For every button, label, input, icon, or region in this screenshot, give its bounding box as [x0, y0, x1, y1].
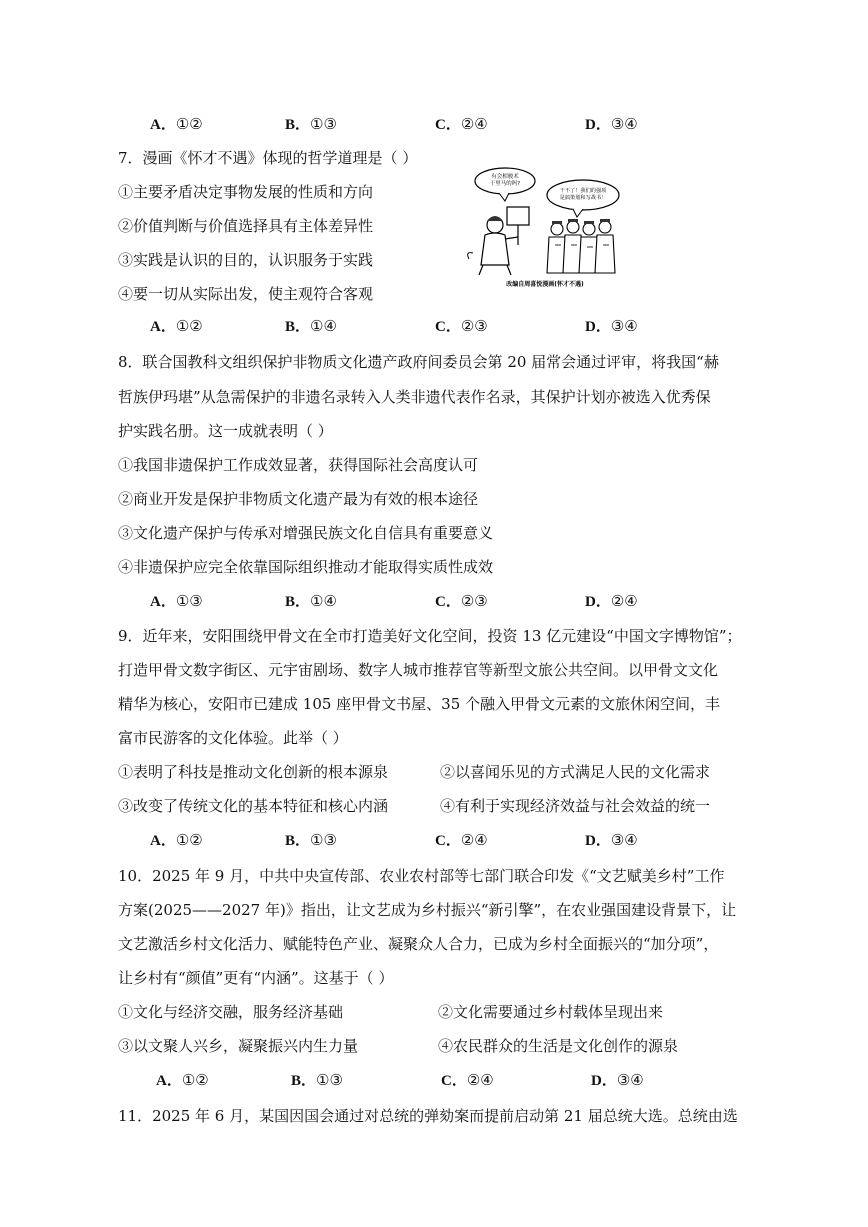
q10-item-3: ③以文聚人兴乡，凝聚振兴内生力量	[118, 1037, 359, 1055]
option-a[interactable]: A．①②	[156, 1071, 209, 1089]
q9-stem-line-3: 精华为核心，安阳市已建成 105 座甲骨文书屋、35 个融入甲骨文元素的文旅休闲空间，丰	[118, 695, 721, 713]
q8-item-1: ①我国非遗保护工作成效显著，获得国际社会高度认可	[118, 456, 479, 474]
q9-item-3: ③改变了传统文化的基本特征和核心内涵	[118, 797, 389, 815]
q10-stem-line-2: 方案(2025——2027 年)》指出，让文艺成为乡村振兴“新引擎”，在农业强国建设背景下，让	[118, 901, 737, 919]
option-a[interactable]: A．①③	[150, 592, 203, 610]
option-c[interactable]: C．②④	[441, 1071, 494, 1089]
q9-item-1: ①表明了科技是推动文化创新的根本源泉	[118, 763, 389, 781]
q7-item-2: ②价值判断与价值选择具有主体差异性	[118, 217, 374, 235]
q10-items-row-2	[118, 1036, 738, 1056]
q9-items-row-2	[118, 796, 738, 816]
q9-stem-line-4: 富市民游客的文化体验。此举（ ）	[118, 729, 348, 747]
cartoon-bubble-left: 有会相骏术干里马的吗?	[489, 174, 521, 187]
q8-stem-line-3: 护实践名册。这一成就表明（ ）	[118, 422, 333, 440]
q8-item-2: ②商业开发是保护非物质文化遗产最为有效的根本途径	[118, 490, 479, 508]
q7-options	[150, 316, 710, 336]
q9-options	[150, 830, 710, 850]
option-d[interactable]: D．③④	[585, 317, 638, 335]
q9-item-4: ④有利于实现经济效益与社会效益的统一	[440, 797, 711, 815]
option-b[interactable]: B．①④	[285, 317, 337, 335]
option-b[interactable]: B．①④	[285, 592, 337, 610]
option-c[interactable]: C．②③	[435, 317, 488, 335]
q8-stem-line-1: 8．联合国教科文组织保护非物质文化遗产政府间委员会第 20 届常会通过评审，将我国“赫	[118, 353, 719, 371]
q9-stem-line-1: 9．近年来，安阳围绕甲骨文在全市打造美好文化空间，投资 13 亿元建设“中国文字博物馆”；	[118, 627, 742, 645]
q8-item-3: ③文化遗产保护与传承对增强民族文化自信具有重要意义	[118, 524, 494, 542]
q9-item-2: ②以喜闻乐见的方式满足人民的文化需求	[440, 763, 711, 781]
q6-options	[150, 114, 710, 134]
q9-items-row-1	[118, 762, 738, 782]
q10-options	[156, 1070, 716, 1090]
q10-item-1: ①文化与经济交融，服务经济基础	[118, 1003, 344, 1021]
option-a[interactable]: A．①②	[150, 317, 203, 335]
q7-item-3: ③实践是认识的目的，认识服务于实践	[118, 251, 374, 269]
option-a[interactable]: A．①②	[150, 831, 203, 849]
q10-items-row-1	[118, 1002, 738, 1022]
option-d[interactable]: D．③④	[591, 1071, 644, 1089]
cartoon-image	[465, 165, 625, 290]
option-b[interactable]: B．①③	[285, 115, 337, 133]
option-c[interactable]: C．②④	[435, 831, 488, 849]
q8-stem-line-2: 哲族伊玛堪”从急需保护的非遗名录转入人类非遗代表作名录，其保护计划亦被选入优秀保	[118, 388, 711, 406]
option-c[interactable]: C．②④	[435, 115, 488, 133]
q10-item-2: ②文化需要通过乡村载体呈现出来	[438, 1003, 664, 1021]
q8-options	[150, 591, 710, 611]
q9-stem-line-2: 打造甲骨文数字街区、元宇宙剧场、数字人城市推荐官等新型文旅公共空间。以甲骨文文化	[118, 661, 719, 679]
option-d[interactable]: D．③④	[585, 115, 638, 133]
option-b[interactable]: B．①③	[291, 1071, 343, 1089]
option-d[interactable]: D．②④	[585, 592, 638, 610]
q10-stem-line-3: 文艺激活乡村文化活力、赋能特色产业、凝聚众人合力，已成为乡村全面振兴的“加分项”，	[118, 935, 719, 953]
option-b[interactable]: B．①③	[285, 831, 337, 849]
option-c[interactable]: C．②③	[435, 592, 488, 610]
q7-item-1: ①主要矛盾决定事物发展的性质和方向	[118, 183, 374, 201]
option-a[interactable]: A．①②	[150, 115, 203, 133]
q10-stem-line-1: 10．2025 年 9 月，中共中央宣传部、农业农村部等七部门联合印发《“文艺赋美乡村”工作	[118, 867, 725, 885]
q10-stem-line-4: 让乡村有“颜值”更有“内涵”。这基于（ ）	[118, 969, 394, 987]
q11-stem-line-1: 11．2025 年 6 月，某国因国会通过对总统的弹劾案而提前启动第 21 届总统大选。总统由选	[118, 1107, 738, 1125]
q7-stem: 7．漫画《怀才不遇》体现的哲学道理是（ ）	[118, 149, 418, 167]
option-d[interactable]: D．③④	[585, 831, 638, 849]
cartoon-bubble-right: 干不了！我们的强项是搞策划和写战书！	[559, 188, 607, 201]
q8-item-4: ④非遗保护应完全依靠国际组织推动才能取得实质性成效	[118, 558, 494, 576]
cartoon-caption: 改编自周喜悦漫画(怀才不遇)	[506, 281, 584, 288]
q10-item-4: ④农民群众的生活是文化创作的源泉	[438, 1037, 679, 1055]
q7-item-4: ④要一切从实际出发，使主观符合客观	[118, 285, 374, 303]
